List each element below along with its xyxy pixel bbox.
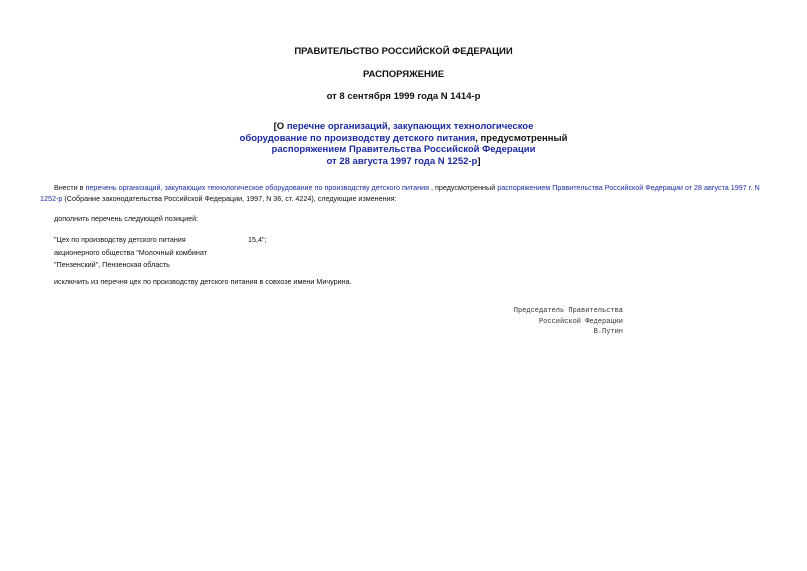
intro-paragraph bbox=[40, 182, 770, 204]
title-link-list-cont[interactable]: оборудование по производству детского питания bbox=[239, 132, 476, 144]
signature-block bbox=[514, 306, 623, 338]
document-date-number: от 8 сентября 1999 года N 1414-р bbox=[326, 91, 481, 102]
intro-prefix: Внести в bbox=[54, 183, 86, 192]
document-title bbox=[0, 121, 807, 167]
signature-line-3: В.Путин bbox=[593, 328, 623, 336]
entry-line-2: акционерного общества "Молочный комбинат bbox=[54, 247, 207, 257]
entry-line-1: "Цех по производству детского питания bbox=[54, 235, 186, 244]
intro-link-decree[interactable]: распоряжением Правительства Российской Федерации от 28 августа 1997 г. N 1252-р bbox=[40, 183, 760, 203]
title-bracket-close: ] bbox=[477, 155, 481, 167]
signature-line-1: Председатель Правительства bbox=[513, 307, 623, 315]
document-type-heading: РАСПОРЯЖЕНИЕ bbox=[362, 69, 445, 80]
intro-suffix: (Собрание законодательства Российской Федерации, 1997, N 36, ст. 4224), следующие изменения: bbox=[62, 194, 397, 203]
title-bracket-open: [О bbox=[273, 121, 287, 132]
title-link-decree[interactable]: распоряжением Правительства Российской Федерации bbox=[271, 144, 536, 155]
list-entry bbox=[54, 234, 267, 272]
entry-value: 15,4"; bbox=[248, 235, 267, 244]
title-link-list[interactable]: перечне организаций, закупающих технологическое bbox=[286, 121, 534, 132]
add-paragraph: дополнить перечень следующей позицией: bbox=[54, 214, 199, 223]
exclude-paragraph: исключить из перечня цех по производству детского питания в совхозе имени Мичурина. bbox=[54, 277, 352, 286]
title-link-decree-cont[interactable]: от 28 августа 1997 года N 1252-р bbox=[326, 155, 478, 167]
entry-line-3: "Пензенский", Пензенская область bbox=[54, 260, 170, 269]
intro-mid: , предусмотренный bbox=[429, 183, 498, 192]
title-mid-text: , предусмотренный bbox=[475, 132, 568, 144]
intro-link-list[interactable]: перечень организаций, закупающих технологическое оборудование по производству детского питания bbox=[85, 183, 429, 192]
issuer-heading: ПРАВИТЕЛЬСТВО РОССИЙСКОЙ ФЕДЕРАЦИИ bbox=[294, 46, 513, 57]
signature-line-2: Российской Федерации bbox=[538, 317, 623, 326]
